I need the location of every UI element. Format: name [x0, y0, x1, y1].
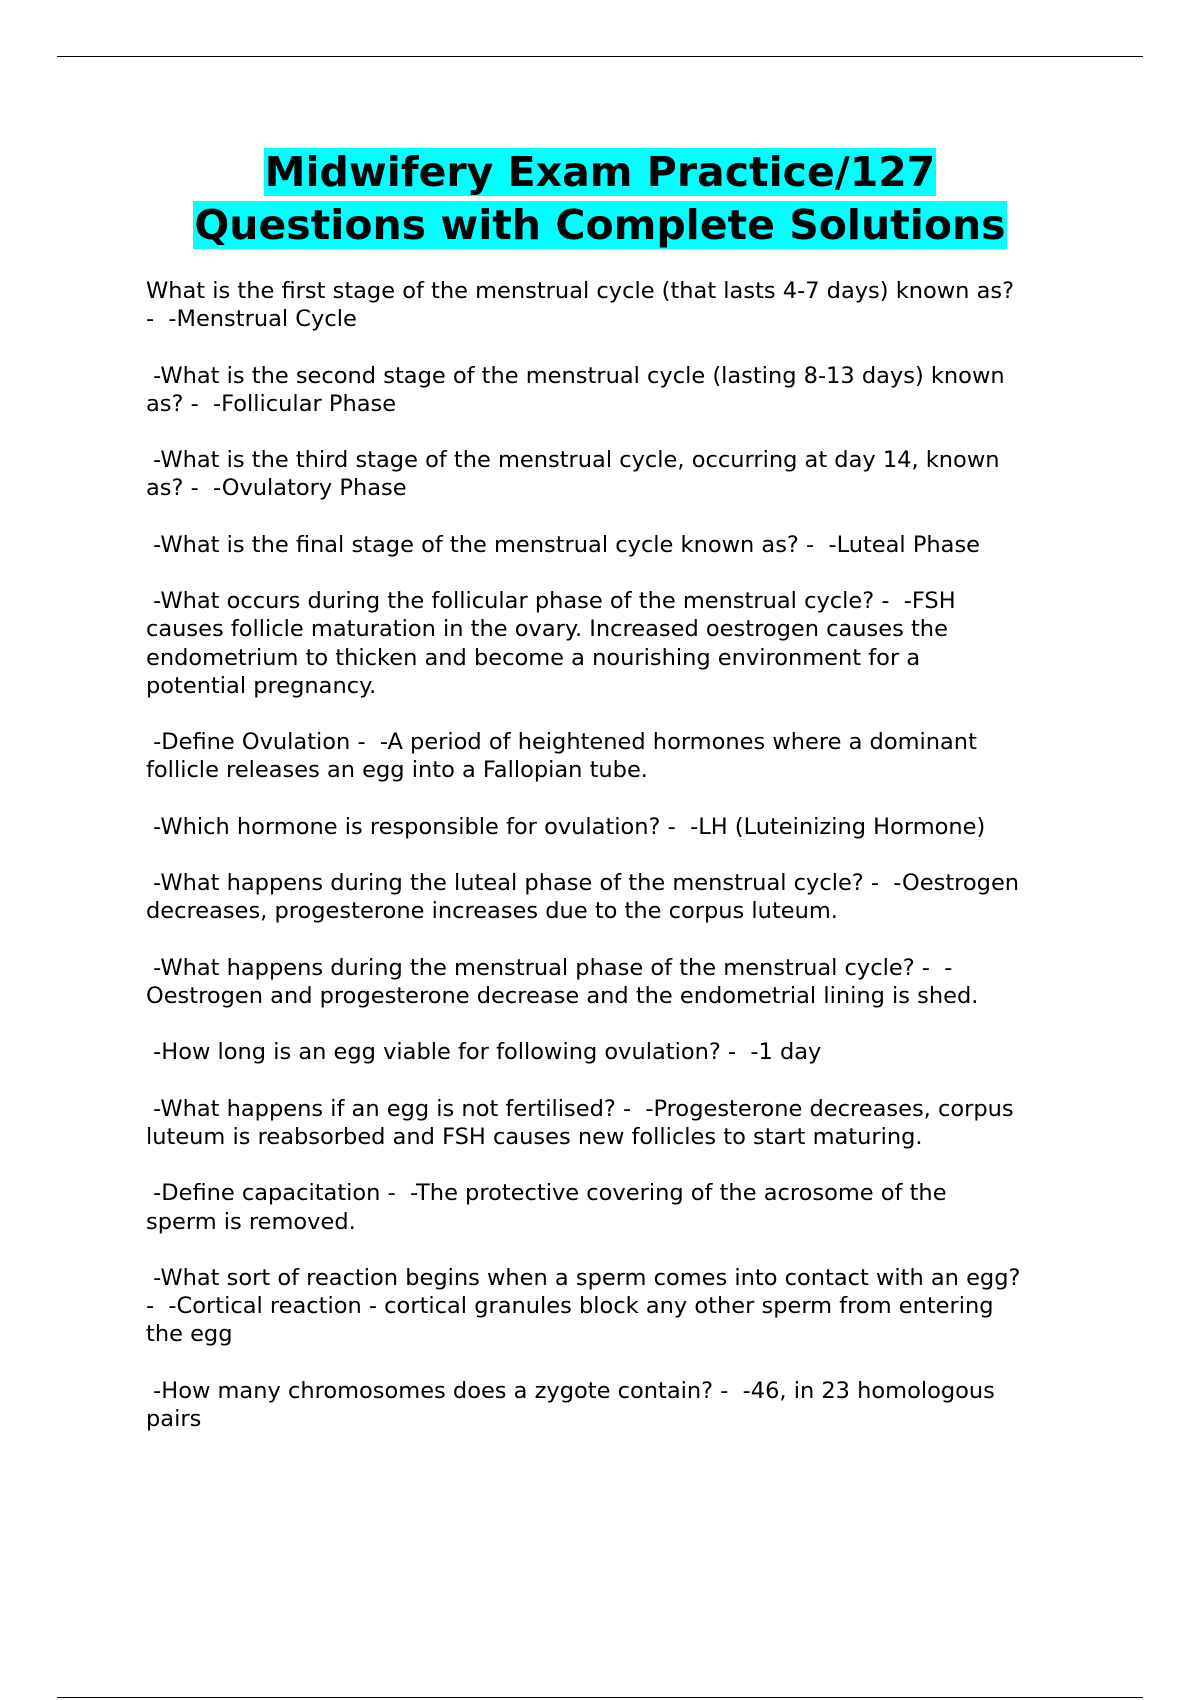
footer-rule [57, 1697, 1143, 1698]
document-title [0, 146, 1200, 252]
question-list [146, 277, 1096, 1461]
qa-item-2: -What is the second stage of the menstrual cycle (lasting 8-13 days) known as? - -Follicular Phase [146, 362, 1005, 417]
qa-item-10: -How long is an egg viable for following ovulation? - -1 day [146, 1039, 822, 1066]
qa-item-8: -What happens during the luteal phase of the menstrual cycle? - -Oestrogen decreases, progesterone increases due to the corpus luteum. [146, 870, 1020, 925]
qa-item-1: What is the first stage of the menstrual cycle (that lasts 4-7 days) known as? - -Menstrual Cycle [146, 278, 1015, 333]
title-line-1 [0, 146, 1200, 199]
qa-item-12: -Define capacitation - -The protective covering of the acrosome of the sperm is removed. [146, 1180, 947, 1235]
title-line-2 [0, 199, 1200, 252]
qa-item-13: -What sort of reaction begins when a sperm comes into contact with an egg? - -Cortical reaction - cortical granules block any other sperm from entering the egg [146, 1264, 1021, 1348]
qa-item-11: -What happens if an egg is not fertilised? - -Progesterone decreases, corpus luteum is reabsorbed and FSH causes new follicles to start maturing. [146, 1095, 1014, 1150]
header-rule [57, 56, 1143, 57]
qa-item-5: -What occurs during the follicular phase of the menstrual cycle? - -FSH causes follicle maturation in the ovary. Increased oestrogen causes the endometrium to thicken and become a nourishing environment for a potential pregnancy. [146, 588, 956, 699]
qa-item-4: -What is the final stage of the menstrual cycle known as? - -Luteal Phase [146, 531, 981, 558]
qa-item-3: -What is the third stage of the menstrual cycle, occurring at day 14, known as? - -Ovulatory Phase [146, 447, 1000, 502]
qa-item-14: -How many chromosomes does a zygote contain? - -46, in 23 homologous pairs [146, 1377, 995, 1432]
title-line-2-text: Questions with Complete Solutions [194, 201, 1006, 249]
qa-item-7: -Which hormone is responsible for ovulation? - -LH (Luteinizing Hormone) [146, 813, 986, 840]
qa-item-9: -What happens during the menstrual phase of the menstrual cycle? - - Oestrogen and progesterone decrease and the endometrial lining is shed. [146, 954, 979, 1009]
title-line-1-text: Midwifery Exam Practice/127 [264, 148, 936, 196]
qa-item-6: -Define Ovulation - -A period of heightened hormones where a dominant follicle releases an egg into a Fallopian tube. [146, 729, 977, 784]
